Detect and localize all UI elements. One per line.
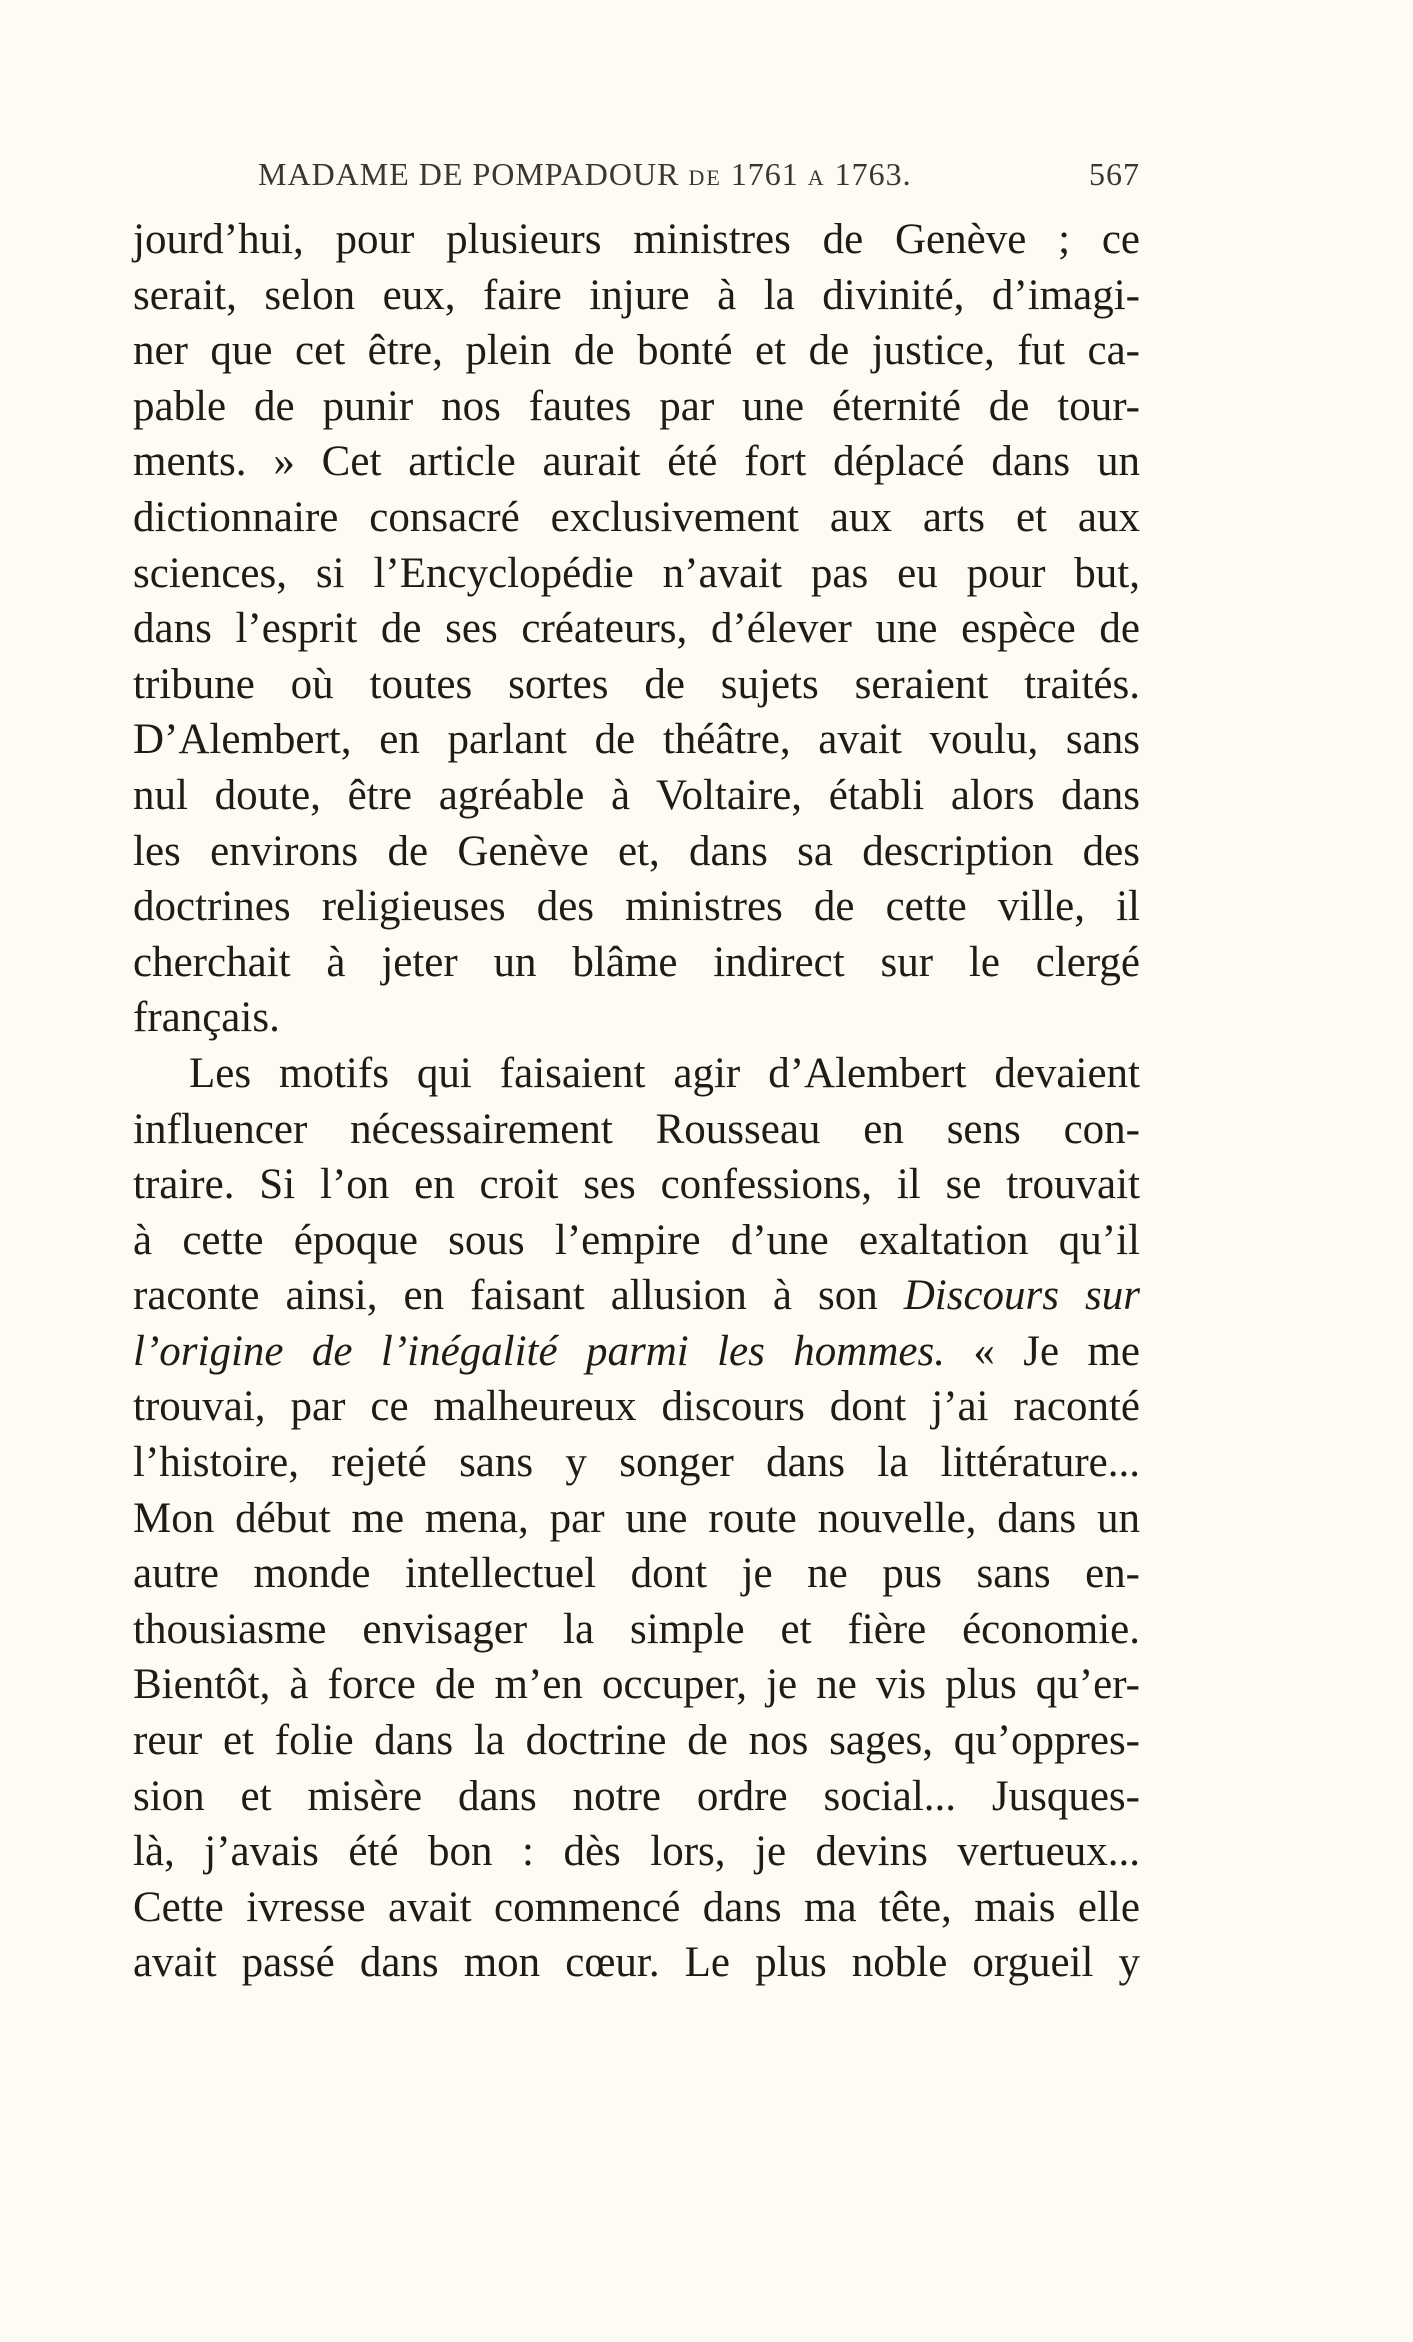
book-title-italic: l’origine de l’inégalité parmi les hommes. — [133, 1327, 945, 1375]
text-line: autre monde intellectuel dont je ne pus sans en- — [133, 1550, 1140, 1598]
text-line: serait, selon eux, faire injure à la divinité, d’imagi- — [133, 271, 1140, 319]
text-line: sciences, si l’Encyclopédie n’avait pas eu pour but, — [133, 549, 1140, 597]
text-line: à cette époque sous l’empire d’une exaltation qu’il — [133, 1216, 1140, 1264]
text-line: français. — [133, 994, 280, 1042]
book-title-italic: Discours sur — [903, 1272, 1140, 1320]
text-line: doctrines religieuses des ministres de cette ville, il — [133, 883, 1140, 931]
text-line: Bientôt, à force de m’en occuper, je ne vis plus qu’er- — [133, 1661, 1140, 1709]
text-line: jourd’hui, pour plusieurs ministres de Genève ; ce — [133, 216, 1140, 263]
page-number: 567 — [1089, 156, 1140, 192]
running-title-year-end: 1763. — [825, 156, 912, 192]
text-line: traire. Si l’on en croit ses confessions, il se trouvait — [133, 1161, 1140, 1209]
text-line: cherchait à jeter un blâme indirect sur le clergé — [133, 938, 1140, 986]
text-line: ner que cet être, plein de bonté et de justice, fut ca- — [133, 327, 1140, 375]
text-segment: raconte ainsi, en faisant allusion à son — [133, 1272, 904, 1320]
text-line: nul doute, être agréable à Voltaire, établi alors dans — [133, 771, 1140, 819]
running-title — [258, 156, 912, 193]
running-head — [258, 156, 1140, 196]
running-title-year-start: 1761 — [721, 156, 808, 192]
text-line: tribune où toutes sortes de sujets seraient traités. — [133, 660, 1140, 708]
text-segment: « Je me — [944, 1327, 1140, 1375]
text-line: pable de punir nos fautes par une éternité de tour- — [133, 382, 1140, 430]
text-line: sion et misère dans notre ordre social... Jusques- — [133, 1772, 1140, 1820]
text-line: là, j’avais été bon : dès lors, je devins vertueux... — [133, 1828, 1140, 1876]
body-text — [133, 212, 1140, 1991]
running-title-de: DE — [688, 165, 722, 190]
text-line: les environs de Genève et, dans sa description des — [133, 827, 1140, 875]
text-line — [133, 1324, 1140, 1380]
text-line: dictionnaire consacré exclusivement aux arts et aux — [133, 493, 1140, 541]
text-line: trouvai, par ce malheureux discours dont j’ai raconté — [133, 1383, 1140, 1431]
text-line: D’Alembert, en parlant de théâtre, avait voulu, sans — [133, 716, 1140, 764]
text-line: l’histoire, rejeté sans y songer dans la littérature... — [133, 1439, 1140, 1487]
text-line: Les motifs qui faisaient agir d’Alembert devaient — [189, 1049, 1140, 1097]
text-line: ments. » Cet article aurait été fort déplacé dans un — [133, 438, 1140, 486]
running-title-a: A — [807, 165, 826, 190]
running-title-main: MADAME DE POMPADOUR — [258, 156, 689, 192]
text-line: Cette ivresse avait commencé dans ma tête, mais elle — [133, 1883, 1140, 1931]
text-line — [133, 1268, 1140, 1324]
text-line: Mon début me mena, par une route nouvelle, dans un — [133, 1494, 1140, 1542]
text-line: reur et folie dans la doctrine de nos sages, qu’oppres- — [133, 1717, 1140, 1765]
text-line: thousiasme envisager la simple et fière économie. — [133, 1605, 1140, 1653]
text-line: influencer nécessairement Rousseau en sens con- — [133, 1105, 1140, 1153]
text-line: avait passé dans mon cœur. Le plus noble orgueil y — [133, 1939, 1140, 1987]
text-line: dans l’esprit de ses créateurs, d’élever une espèce de — [133, 605, 1140, 653]
